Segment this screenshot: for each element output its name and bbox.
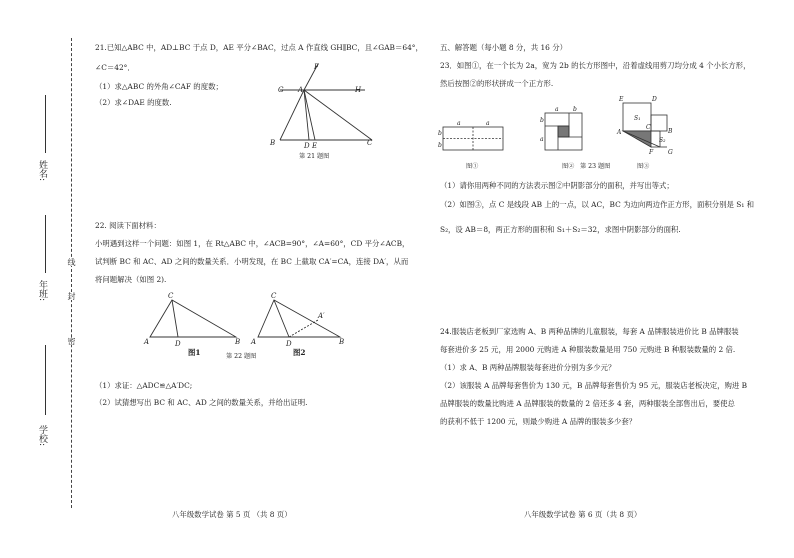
name-label: 姓名: <box>37 160 47 182</box>
q22-fig1-label-d: D <box>175 340 181 348</box>
q22-line2: 试判断 BC 和 AC、AD 之间的数量关系．小明发现，在 BC 上截取 CA′=CA，连接 DA′，从而 <box>95 257 409 266</box>
q23-fig3-caption: 图③ <box>637 163 650 170</box>
q21-fig-label-c: C <box>367 139 373 147</box>
q22-fig1-label-c: C <box>168 292 174 300</box>
q22-fig2-label-b: B <box>339 338 345 346</box>
seal-char-line: 线 <box>67 258 76 266</box>
q23-fig3-label-s2: S₂ <box>659 137 666 144</box>
q23-fig3-label-b: B <box>668 128 673 135</box>
q24-part2-line2: 品牌服装的数量比购进 A 品牌服装的数量的 2 倍还多 4 套，两种服装全部售出后，要使总 <box>440 399 735 408</box>
q22-fig1-label-b: B <box>235 338 241 346</box>
q23-fig3-label-g: G <box>668 149 673 156</box>
q23-fig3-label-e: E <box>619 96 624 103</box>
q21-line1: 21.已知△ABC 中，AD⊥BC 于点 D，AE 平分∠BAC，过点 A 作直线 GH∥BC，且∠GAB＝64°， <box>95 43 423 52</box>
class-label: 年班: <box>37 280 47 302</box>
q23-fig3-label-s1: S₁ <box>634 115 641 122</box>
q22-fig2-label-a: A <box>251 338 257 346</box>
q22-line1: 小明遇到这样一个问题：如图 1，在 Rt△ABC 中，∠ACB=90°，∠A=60°，CD 平分∠ACB， <box>95 239 410 248</box>
q22-part2: （2）试猜想写出 BC 和 AC、AD 之间的数量关系，并给出证明. <box>95 398 308 407</box>
q23-fig1-label-b-bottom: b <box>438 142 442 149</box>
q23-part2-line2: S₂，设 AB＝8，两正方形的面积和 S₁＋S₂＝32，求图中阴影部分的面积. <box>440 225 681 234</box>
q21-line2: ∠C＝42°． <box>95 63 135 72</box>
q22-line3: 将问题解决（如图 2). <box>95 275 167 284</box>
q21-caption: 第 21 题图 <box>299 153 330 160</box>
q22-fig2-label-c: C <box>271 292 277 300</box>
q23-fig3-label-f: F <box>649 149 654 156</box>
q22-fig2-label-a2: A′ <box>318 312 325 320</box>
q23-fig2-label-b2: b <box>540 117 544 124</box>
q21-fig-label-f: F <box>314 63 319 71</box>
q24-part1: （1）求 A、B 两种品牌服装每套进价分别为多少元？ <box>440 363 616 372</box>
q22-fig2-label-d: D <box>286 340 292 348</box>
q21-fig-label-h: H <box>355 86 362 94</box>
q23-fig1-label-a-right: a <box>486 120 490 127</box>
q23-fig2-label-b1: b <box>573 106 577 113</box>
q23-fig3-label-a: A <box>617 129 622 136</box>
seal-char-close: 密 <box>67 337 76 345</box>
q21-fig-label-d: D <box>304 142 310 150</box>
q22-fig1-caption: 图1 <box>188 348 201 357</box>
q23-fig1-label-a-left: a <box>457 120 461 127</box>
q23-fig2-caption: 图② <box>562 163 575 170</box>
q24-part2-line3: 的获利不低于 1200 元，则最少购进 A 品牌的服装多少套？ <box>440 417 637 426</box>
q21-fig-label-g: G <box>278 86 284 94</box>
left-page-footer: 八年级数学试卷 第 5 页 （共 8 页） <box>172 510 292 519</box>
school-label: 学校: <box>37 425 47 447</box>
q23-line2: 然后按图②的形状拼成一个正方形. <box>440 79 554 88</box>
q23-part1: （1）请你用两种不同的方法表示图②中阴影部分的面积，并写出等式； <box>440 181 674 190</box>
q23-figure-caption: 第 23 题图 <box>580 163 611 170</box>
section-heading: 五、解答题（每小题 8 分，共 16 分） <box>440 43 567 52</box>
q23-fig2-label-a2: a <box>540 136 544 143</box>
q21-fig-label-b: B <box>270 139 276 147</box>
q23-part2-line1: （2）如图③，点 C 是线段 AB 上的一点，以 AC，BC 为边向两边作正方形，面积分别是 S₁ 和 <box>440 200 755 209</box>
seal-char-seal: 封 <box>67 292 76 300</box>
q23-fig2-label-a1: a <box>555 106 559 113</box>
q23-fig3-label-c: C <box>646 124 651 131</box>
q22-fig2-caption: 图2 <box>293 348 306 357</box>
q22-caption: 第 22 题图 <box>226 353 257 360</box>
q24-part2-line1: （2）该服装 A 品牌每套售价为 130 元，B 品牌每套售价为 95 元，服装店老板决定，购进 B <box>440 381 748 390</box>
q22-title: 22. 阅读下面材料： <box>95 221 161 230</box>
q23-fig1-label-b-top: b <box>438 130 442 137</box>
q21-part2: （2）求∠DAE 的度数. <box>95 98 172 107</box>
q24-line2: 每套进价多 25 元，用 2000 元购进 A 种服装数量是用 750 元购进 B 种服装数量的 2 倍. <box>440 345 736 354</box>
q21-fig-label-e: E <box>312 142 318 150</box>
q23-line1: 23．如图①，在一个长为 2a，宽为 2b 的长方形图中，沿着虚线用剪刀均分成 4 个小长方形， <box>440 61 751 70</box>
q23-fig1-caption: 图① <box>466 163 479 170</box>
q22-part1: （1）求证：△ADC≌△A′DC; <box>95 381 193 390</box>
q24-line1: 24.服装店老板到厂家选购 A、B 两种品牌的儿童服装，每套 A 品牌服装进价比 B 品牌服装 <box>440 327 739 336</box>
q22-fig1-label-a: A <box>144 338 150 346</box>
q21-fig-label-a: A <box>298 86 304 94</box>
right-page-footer: 八年级数学试卷 第 6 页（共 8 页） <box>524 510 642 519</box>
q23-fig3-label-d: D <box>652 96 657 103</box>
q21-part1: （1）求△ABC 的外角∠CAF 的度数； <box>95 82 223 91</box>
